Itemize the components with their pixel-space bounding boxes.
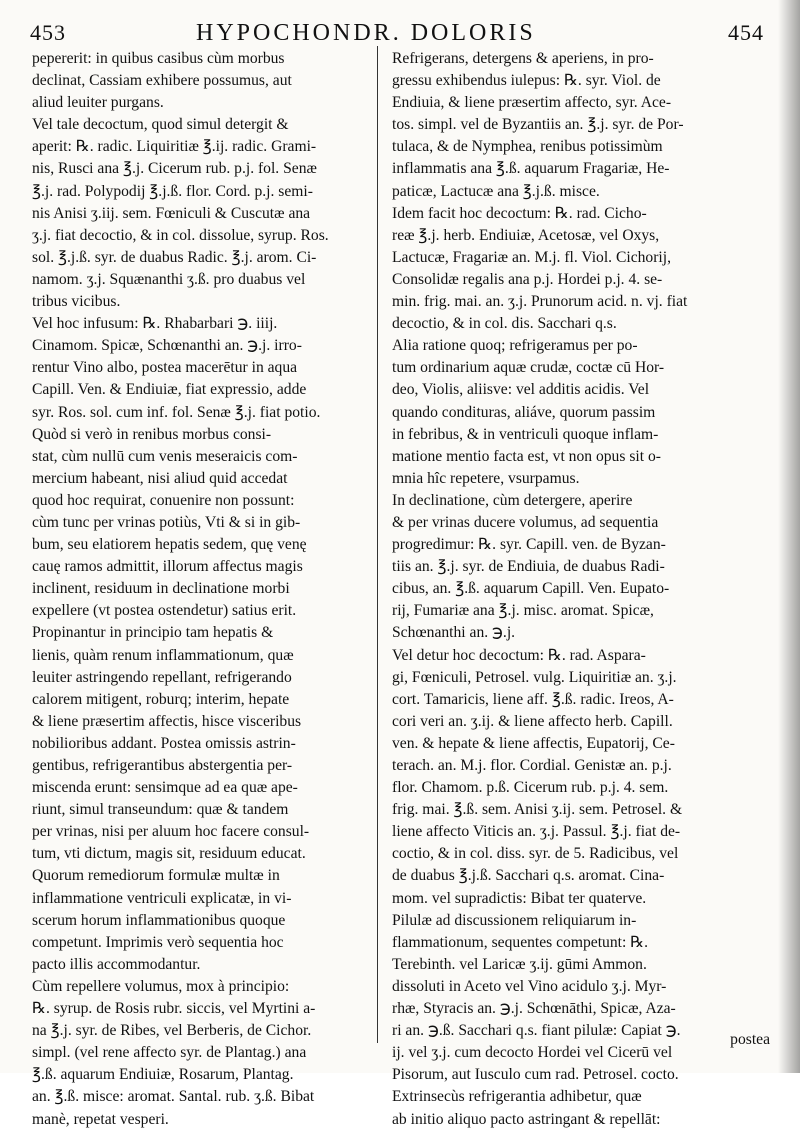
text-line: cort. Tamaricis, liene aff. ℥.ß. radic. Ireos, A- <box>392 690 674 708</box>
text-line: tiis an. ℥.j. syr. de Endiuia, de duabus Radi- <box>392 558 665 576</box>
text-line: cùm tunc per vrinas potiùs, Vti & si in gib- <box>32 513 301 531</box>
text-line: Propinantur in principio tam hepatis & <box>32 624 274 642</box>
text-line: Cùm repellere volumus, mox à principio: <box>32 977 290 995</box>
text-line: Vel detur hoc decoctum: ℞. rad. Aspara- <box>392 646 646 664</box>
text-line: inclinent, residuum in declinatione morbi <box>32 580 290 598</box>
text-line: Alia ratione quoq; refrigeramus per po- <box>392 337 638 355</box>
text-line: Vel hoc infusum: ℞. Rhabarbari ℈. iiij. <box>32 315 278 333</box>
text-line: ven. & hepate & liene affectis, Eupatorij, Ce- <box>392 734 675 752</box>
text-line: ℞. syrup. de Rosis rubr. siccis, vel Myrtini a- <box>32 1000 316 1018</box>
column-divider <box>377 46 378 1043</box>
text-line: In declinatione, cùm detergere, aperire <box>392 491 633 509</box>
text-line: riunt, simul transeundum: quæ & tandem <box>32 801 289 819</box>
text-line: na ℥.j. syr. de Ribes, vel Berberis, de Cichor. <box>32 1022 312 1040</box>
text-line: matione mentio facta est, vt non opus sit o- <box>392 447 661 465</box>
text-line: leuiter astringendo repellant, refrigerando <box>32 668 292 686</box>
text-line: coctio, & in col. diss. syr. de 5. Radicibus, vel <box>392 845 679 863</box>
text-line: terach. an. M.j. flor. Cordial. Genistæ an. p.j. <box>392 757 672 774</box>
text-line: ʒ.j. fiat decoctio, & in col. dissolue, syrup. Ros. <box>32 226 329 244</box>
text-line: expellere (vt postea ostendetur) satius erit. <box>32 602 297 620</box>
text-line: gentibus, refrigerantibus abstergentia per- <box>32 757 293 774</box>
text-line: min. frig. mai. an. ʒ.j. Prunorum acid. n. vj. fiat <box>392 293 688 311</box>
text-line: & liene præsertim affectis, hisce visceribus <box>32 712 302 730</box>
text-line: Endiuia, & liene præsertim affecto, syr. Ace- <box>392 94 672 112</box>
text-line: simpl. (vel rene affecto syr. de Plantag.) ana <box>32 1044 307 1062</box>
text-line: mercium habeant, nisi aliud quid accedat <box>32 469 288 487</box>
text-line: competunt. Imprimis verò sequentia hoc <box>32 933 284 951</box>
text-line: inflammatione ventriculi explicatæ, in vi- <box>32 889 292 907</box>
text-line: gi, Fœniculi, Petrosel. vulg. Liquiritiæ an. ʒ.j. <box>392 668 677 686</box>
text-line: dissoluti in Aceto vel Vino acidulo ʒ.j. Myr- <box>392 977 667 995</box>
text-line: cori veri an. ʒ.ij. & liene affecto herb. Capill. <box>392 712 673 730</box>
text-line: bum, seu elatiorem hepatis sedem, quę venę <box>32 536 307 554</box>
text-line: mnia hîc repetere, vsurpamus. <box>392 469 580 487</box>
page-number-left: 453 <box>30 20 66 45</box>
text-line: Schœnanthi an. ℈.j. <box>392 624 516 642</box>
text-line: namom. ʒ.j. Squænanthi ʒ.ß. pro duabus vel <box>32 270 306 288</box>
catchword: postea <box>730 1031 770 1048</box>
text-line: sol. ℥.j.ß. syr. de duabus Radic. ℥.j. arom. Ci- <box>32 248 317 266</box>
text-line: decoctio, & in col. dis. Sacchari q.s. <box>392 315 617 333</box>
text-line: per vrinas, nisi per aluum hoc facere consul- <box>32 823 310 841</box>
text-line: pacto illis accommodantur. <box>32 955 201 973</box>
text-line: progredimur: ℞. syr. Capill. ven. de Byzan- <box>392 536 666 554</box>
text-line: aperit: ℞. radic. Liquiritiæ ℥.ij. radic. Grami- <box>32 138 317 156</box>
text-line: quod hoc requirat, conuenire non possunt: <box>32 491 295 509</box>
text-line: Pilulæ ad discussionem reliquiarum in- <box>392 911 637 929</box>
text-line: Consolidæ regalis ana p.j. Hordei p.j. 4. se- <box>392 270 663 288</box>
left-column <box>32 48 366 1128</box>
text-line: cauę ramos admittit, illorum affectus magis <box>32 558 303 576</box>
right-column <box>392 48 764 1128</box>
text-line: de duabus ℥.j.ß. Sacchari q.s. aromat. Cina- <box>392 867 665 885</box>
text-line: frig. mai. ℥.ß. sem. Anisi ʒ.ij. sem. Petrosel. & <box>392 801 683 819</box>
text-line: Quòd si verò in renibus morbus consi- <box>32 425 272 443</box>
text-line: Idem facit hoc decoctum: ℞. rad. Cicho- <box>392 204 647 222</box>
text-line: ℥.j. rad. Polypodij ℥.j.ß. flor. Cord. p.j. semi- <box>32 182 313 200</box>
text-line: rentur Vino albo, postea macerētur in aqua <box>32 359 298 377</box>
text-line: ℥.ß. aquarum Endiuiæ, Rosarum, Plantag. <box>32 1066 294 1084</box>
text-line: flammationum, sequentes competunt: ℞. <box>392 933 649 951</box>
text-line: flor. Chamom. p.ß. Cicerum rub. p.j. 4. sem. <box>392 779 669 797</box>
text-line: ij. vel ʒ.j. cum decocto Hordei vel Cicerū vel <box>392 1044 673 1062</box>
text-line: Cinamom. Spicæ, Schœnanthi an. ℈.j. irro- <box>32 337 302 355</box>
text-line: declinat, Cassiam exhibere possumus, aut <box>32 72 292 90</box>
text-line: manè, repetat vesperi. <box>32 1110 169 1128</box>
text-line: tulaca, & de Nymphea, renibus potissimùm <box>392 138 663 156</box>
text-line: in febribus, & in ventriculi quoque inflam- <box>392 425 659 443</box>
text-line: Extrinsecùs refrigerantia adhibetur, quæ <box>392 1088 642 1106</box>
page-header <box>26 18 770 48</box>
text-line: inflammatis ana ℥.ß. aquarum Fragariæ, He- <box>392 160 670 178</box>
text-line: & per vrinas ducere volumus, ad sequentia <box>392 513 659 531</box>
text-line: reæ ℥.j. herb. Endiuiæ, Acetosæ, vel Oxys, <box>392 226 660 244</box>
text-line: Lactucæ, Fragariæ an. M.j. fl. Viol. Cichorij, <box>392 248 671 266</box>
text-line: nobilioribus addant. Postea omissis astrin- <box>32 734 296 752</box>
text-line: cibus, an. ℥.ß. aquarum Capill. Ven. Eupato- <box>392 580 670 598</box>
text-line: Terebinth. vel Laricæ ʒ.ij. gūmi Ammon. <box>392 955 647 973</box>
text-line: Quorum remediorum formulæ multæ in <box>32 867 280 885</box>
text-line: tum, vti dictum, magis sit, residuum educat. <box>32 845 306 863</box>
text-line: ri an. ℈.ß. Sacchari q.s. fiant pilulæ: Capiat ℈. <box>392 1022 681 1040</box>
text-line: rhæ, Styracis an. ℈.j. Schœnāthi, Spicæ, Aza- <box>392 1000 676 1018</box>
text-line: pepererit: in quibus casibus cùm morbus <box>32 50 285 67</box>
text-line: quando condituras, aliáve, quorum passim <box>392 403 656 421</box>
text-line: liene affecto Viticis an. ʒ.j. Passul. ℥.j. fiat de- <box>392 823 681 841</box>
text-line: Pisorum, aut Iusculo cum rad. Petrosel. cocto. <box>392 1066 679 1084</box>
text-line: an. ℥.ß. misce: aromat. Santal. rub. ʒ.ß. Bibat <box>32 1088 315 1106</box>
text-line: Capill. Ven. & Endiuiæ, fiat expressio, adde <box>32 381 307 399</box>
text-line: miscenda erunt: sensimque ad ea quæ ape- <box>32 779 298 797</box>
page-edge-shadow <box>778 0 800 1073</box>
text-line: nis Anisi ʒ.iij. sem. Fœniculi & Cuscutæ ana <box>32 204 311 222</box>
text-line: tos. simpl. vel de Byzantiis an. ℥.j. syr. de Por- <box>392 116 684 134</box>
text-line: Vel tale decoctum, quod simul detergit & <box>32 116 289 134</box>
text-line: tum ordinarium aquæ crudæ, coctæ cū Hor- <box>392 359 665 377</box>
text-line: gressu exhibendus iulepus: ℞. syr. Viol. de <box>392 72 661 90</box>
text-line: deo, Violis, aliisve: vel additis acidis. Vel <box>392 381 650 399</box>
text-line: nis, Rusci ana ℥.j. Cicerum rub. p.j. fol. Senæ <box>32 160 317 178</box>
text-line: Refrigerans, detergens & aperiens, in pro- <box>392 50 654 67</box>
text-line: syr. Ros. sol. cum inf. fol. Senæ ℥.j. fiat potio. <box>32 403 321 421</box>
running-head: HYPOCHONDR. DOLORIS <box>196 20 536 46</box>
text-line: ab initio aliquo pacto astringant & repellāt: <box>392 1110 661 1128</box>
text-line: lienis, quàm renum inflammationum, quæ <box>32 646 294 664</box>
text-line: rij, Fumariæ ana ℥.j. misc. aromat. Spicæ, <box>392 602 654 620</box>
text-line: calorem mitigent, roburq; interim, hepate <box>32 690 290 708</box>
text-line: mom. vel supradictis: Bibat ter quaterve. <box>392 889 647 907</box>
page-number-right: 454 <box>728 20 764 45</box>
text-line: tribus vicibus. <box>32 293 121 311</box>
text-line: stat, cùm nullū cum venis meseraicis com- <box>32 447 298 465</box>
text-line: paticæ, Lactucæ ana ℥.j.ß. misce. <box>392 182 600 200</box>
text-line: aliud leuiter purgans. <box>32 94 164 112</box>
text-line: scerum horum inflammationibus quoque <box>32 911 286 929</box>
